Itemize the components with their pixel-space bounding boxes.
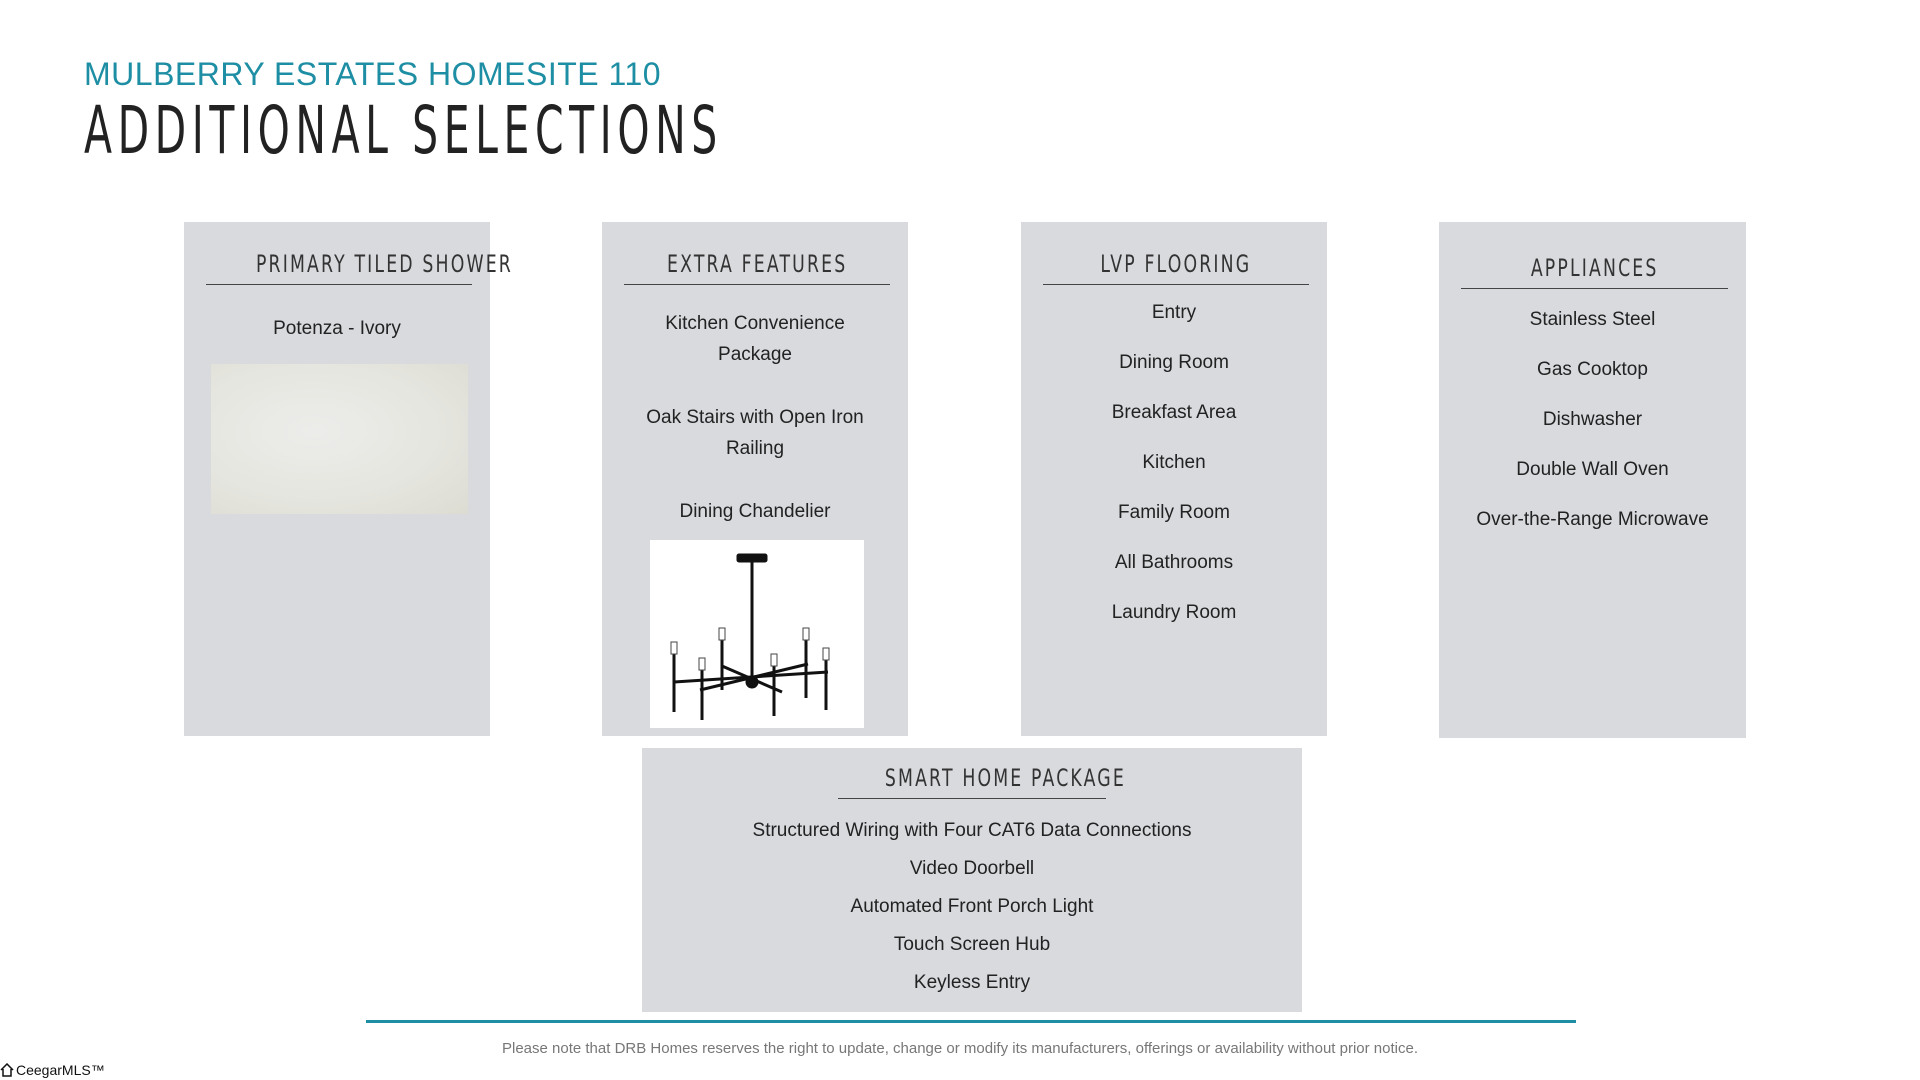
card-heading-text: LVP FLOORING [1100, 250, 1252, 278]
list-item: Touch Screen Hub [893, 934, 1051, 955]
chandelier-image [650, 540, 864, 728]
list-item: Dishwasher [1542, 409, 1643, 430]
list-item: All Bathrooms [1114, 552, 1234, 573]
card-heading-text: PRIMARY TILED SHOWER [255, 250, 513, 278]
page-title: ADDITIONAL SELECTIONS [84, 92, 723, 169]
list-item: Automated Front Porch Light [850, 896, 1094, 917]
card-list [642, 818, 1302, 996]
list-item: Video Doorbell [909, 858, 1035, 879]
card-heading [624, 250, 890, 285]
list-item: Entry [1151, 302, 1197, 323]
card-list [602, 308, 908, 527]
tile-swatch-image [211, 364, 468, 514]
page-subtitle: MULBERRY ESTATES HOMESITE 110 [84, 56, 662, 92]
house-icon [0, 1063, 14, 1077]
list-item: Dining Room [1119, 352, 1229, 373]
list-item: Laundry Room [1111, 602, 1237, 623]
list-item: Oak Stairs with Open Iron Railing [646, 407, 864, 459]
card-heading [838, 764, 1126, 799]
card-extra-features [602, 222, 908, 736]
card-primary-tiled-shower [184, 222, 513, 736]
card-smart-home-package [642, 748, 1302, 1012]
card-heading [206, 250, 513, 285]
list-item: Kitchen Convenience Package [665, 313, 845, 365]
card-heading [1461, 254, 1728, 289]
list-item: Family Room [1118, 502, 1230, 523]
list-item: Potenza - Ivory [273, 318, 401, 339]
list-item: Kitchen [1142, 452, 1206, 473]
list-item: Over-the-Range Microwave [1476, 509, 1709, 530]
disclaimer-text: Please note that DRB Homes reserves the right to update, change or modify its manufacturers, offerings or availability without prior notice. [501, 1040, 1418, 1057]
card-list [1439, 307, 1746, 533]
card-list [1021, 300, 1327, 626]
chandelier-icon [650, 540, 864, 728]
mls-logo [0, 1062, 105, 1078]
list-item: Gas Cooktop [1537, 359, 1648, 380]
card-heading-text: APPLIANCES [1530, 254, 1659, 282]
logo-text: CeegarMLS™ [16, 1062, 105, 1078]
list-item: Keyless Entry [913, 972, 1031, 993]
list-item: Dining Chandelier [679, 501, 831, 522]
footer-divider [366, 1020, 1576, 1023]
card-heading-text: SMART HOME PACKAGE [884, 764, 1126, 792]
card-heading-text: EXTRA FEATURES [666, 250, 848, 278]
list-item: Breakfast Area [1111, 402, 1237, 423]
card-appliances [1439, 222, 1746, 738]
card-heading [1043, 250, 1309, 285]
card-lvp-flooring [1021, 222, 1327, 736]
list-item: Structured Wiring with Four CAT6 Data Connections [752, 820, 1192, 841]
list-item: Stainless Steel [1529, 309, 1656, 330]
list-item: Double Wall Oven [1516, 459, 1669, 480]
card-list [184, 318, 490, 340]
